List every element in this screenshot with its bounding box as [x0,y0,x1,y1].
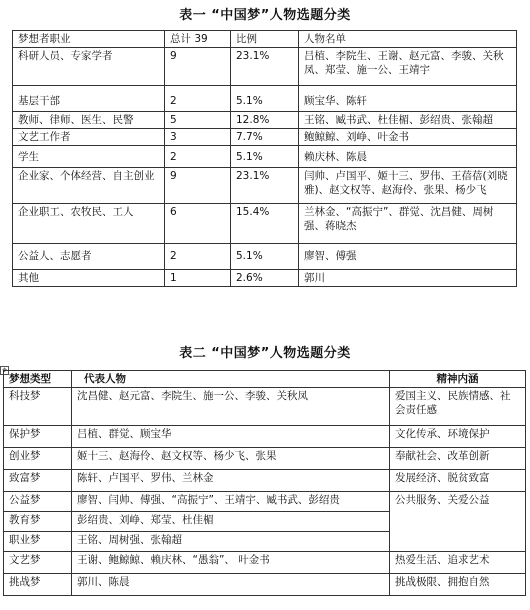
table1-header-names: 人物名单 [299,31,517,48]
table2-cell-people: 郭川、陈晨 [72,574,390,596]
table1-cell: 23.1% [231,168,299,204]
table1-cell: 2 [165,86,231,112]
table1-cell: 3 [165,129,231,146]
table-row [13,146,517,168]
table2-cell-spirit: 奉献社会、改革创新 [390,448,526,470]
table2-header-row [4,371,526,388]
table2-cell-people: 王谢、鲍鲸鲸、赖庆林、“愚翁”、 叶金书 [72,552,390,574]
table1-cell: 其他 [13,270,165,287]
table-row [13,129,517,146]
table1-cell: 7.7% [231,129,299,146]
table-row [4,574,526,596]
table2-header-people: 代表人物 [72,371,390,388]
table1-cell: 5.1% [231,244,299,270]
table1-header-total: 总计 39 [165,31,231,48]
table2-header-spirit: 精神内涵 [390,371,526,388]
table1-cell: 2 [165,146,231,168]
table1-cell: 郭川 [299,270,517,287]
table2-cell-type: 创业梦 [4,448,72,470]
table2-cell-type: 文艺梦 [4,552,72,574]
table2-cell-people: 吕植、群觉、顾宝华 [72,426,390,448]
table-row [13,270,517,287]
table1-cell: 文艺工作者 [13,129,165,146]
table-row [13,112,517,129]
table-row [13,86,517,112]
table-row [4,448,526,470]
table1-cell: 2 [165,244,231,270]
table2-cell-people: 沈昌健、赵元富、李院生、施一公、李骏、关秋凤 [72,388,390,426]
table1-cell: 5 [165,112,231,129]
table-row [4,426,526,448]
table1-cell: 赖庆林、陈晨 [299,146,517,168]
table1-cell: 企业家、个体经营、自主创业 [13,168,165,204]
table2-cell-type: 科技梦 [4,388,72,426]
table1-cell: 6 [165,204,231,244]
table2-header-type: 梦想类型 [4,371,72,388]
table1-cell: 科研人员、专家学者 [13,48,165,86]
table-row [4,492,526,512]
table2-cell-spirit: 发展经济、脱贫致富 [390,470,526,492]
table2-cell-spirit: 公共服务、关爱公益 [390,492,526,552]
table1-cell: 5.1% [231,146,299,168]
table1-cell: 顾宝华、陈轩 [299,86,517,112]
table1 [12,30,517,287]
table1-cell: 王铭、臧书武、杜佳楣、彭绍贵、张翰超 [299,112,517,129]
table2-cell-type: 致富梦 [4,470,72,492]
table-row [4,470,526,492]
table1-cell: 学生 [13,146,165,168]
table2-cell-spirit: 热爱生活、追求艺术 [390,552,526,574]
table1-cell: 12.8% [231,112,299,129]
table1-title: 表一 “中国梦”人物选题分类 [179,8,351,23]
table2-cell-people: 王铭、周树强、张翰超 [72,532,390,552]
table2-cell-people: 廖智、闫帅、傅强、“高振宁”、王靖宇、臧书武、彭绍贵 [72,492,390,512]
table1-cell: 9 [165,168,231,204]
table1-cell: 1 [165,270,231,287]
table1-header-occupation: 梦想者职业 [13,31,165,48]
table2-cell-people: 姬十三、赵海伶、赵文权等、杨少飞、张果 [72,448,390,470]
table2-cell-people: 彭绍贵、刘峥、郑莹、杜佳楣 [72,512,390,532]
table1-cell: 2.6% [231,270,299,287]
table-move-handle-icon[interactable]: ✥ [1,367,8,374]
table1-cell: 教师、律师、医生、民警 [13,112,165,129]
table-row [13,204,517,244]
table2-cell-type: 保护梦 [4,426,72,448]
table1-cell: 23.1% [231,48,299,86]
table1-cell: 企业职工、农牧民、工人 [13,204,165,244]
table2 [3,370,526,596]
table-row [13,168,517,204]
table2-cell-spirit: 挑战极限、拥抱自然 [390,574,526,596]
table2-cell-type: 职业梦 [4,532,72,552]
table1-header-ratio: 比例 [231,31,299,48]
table1-cell: 廖智、傅强 [299,244,517,270]
table1-cell: 15.4% [231,204,299,244]
table-row [4,552,526,574]
table1-header-row [13,31,517,48]
table2-cell-type: 教育梦 [4,512,72,532]
table1-cell: 闫帅、卢国平、姬十三、罗伟、王蓓蓓(刘晓雅)、赵文权等、赵海伶、张果、杨少飞 [299,168,517,204]
table2-cell-people: 陈轩、卢国平、罗伟、兰林金 [72,470,390,492]
table1-cell: 鲍鲸鲸、刘峥、叶金书 [299,129,517,146]
table2-cell-type: 挑战梦 [4,574,72,596]
table1-cell: 9 [165,48,231,86]
table1-cell: 公益人、志愿者 [13,244,165,270]
table1-cell: 5.1% [231,86,299,112]
table2-cell-spirit: 文化传承、环境保护 [390,426,526,448]
table-row [13,48,517,86]
table-row [4,388,526,426]
table2-cell-spirit: 爱国主义、民族情感、社会责任感 [390,388,526,426]
table1-cell: 兰林金、“高振宁”、群觉、沈昌健、周树强、蒋晓杰 [299,204,517,244]
table1-cell: 吕植、李院生、王谢、赵元富、李骏、关秋凤、郑莹、施一公、王靖宇 [299,48,517,86]
table-row [13,244,517,270]
table1-cell: 基层干部 [13,86,165,112]
table2-title: 表二 “中国梦”人物选题分类 [179,346,351,361]
table2-cell-type: 公益梦 [4,492,72,512]
